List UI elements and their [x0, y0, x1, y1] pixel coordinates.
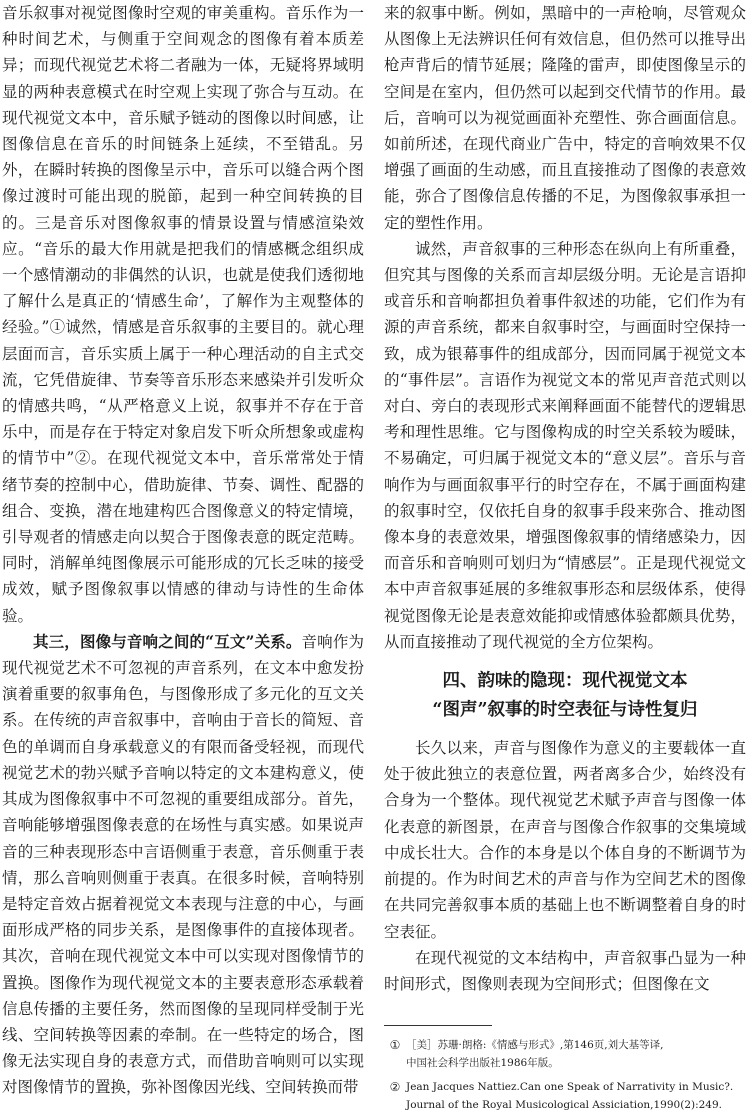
body-paragraph: 音乐叙事对视觉图像时空观的审美重构。音乐作为一种时间艺术，与侧重于空间观念的图像有着本质差异；而现代视觉艺术将二者融为一体，无疑将界域明显的两种表意模式在时空观上实现了弥合与互动。在现代视觉文本中，音乐赋予链动的图像以时间感，让图像信息在音乐的时间链条上延续，不至错乱。另外，在瞬时转换的图像呈示中，音乐可以缝合两个图像过渡时可能出现的脱節，起到一种空间转换的目的。三是音乐对图像叙事的情景设置与情感渲染效应。“音乐的最大作用就是把我们的情感概念组织成一个感情潮动的非偶然的认识，也就是使我们透彻地了解什么是真正的‘情感生命’，了解作为主观整体的经验。”①诚然，情感是音乐叙事的主要目的。就心理层面而言，音乐实质上属于一种心理活动的自主式交流，它凭借旋律、节奏等音乐形态来感染并引发听众的情感共鸣，“从严格意义上说，叙事并不存在于音乐中，而是存在于特定对象启发下听众所想象或虚构的情节中”②。在现代视觉文本中，音乐常常处于情绪节奏的控制中心，借助旋律、节奏、调性、配器的组合、变换，潜在地建构匹合图像意义的特定情境，引导观者的情感走向以契合于图像表意的既定范畴。同时，消解单纯图像展示可能形成的冗长乏味的接受成效，赋予图像叙事以情感的律动与诗性的生命体验。	[2, 4, 364, 625]
footnote-line: 中国社会科学出版社1986年版。	[406, 1057, 559, 1070]
body-paragraph: 在现代视觉的文本结构中，声音叙事凸显为一种时间形式，图像则表现为空间形式；但图像在文	[384, 948, 746, 993]
footnote-line: Jean Jacques Nattiez.Can one Speak of Narrativity in Music?.	[406, 1081, 734, 1094]
body-paragraph: 诚然，声音叙事的三种形态在纵向上有所重叠，但究其与图像的关系而言却层级分明。无论是言语抑或音乐和音响都担负着事件叙述的功能，它们作为有源的声音系统，都来自叙事时空，与画面时空保持一致，成为银幕事件的组成部分，因而同属于视觉文本的“事件层”。言语作为视觉文本的常见声音范式则以对白、旁白的表现形式来阐释画面不能替代的逻辑思考和理性思维。它与图像构成的时空关系较为暧昧，不易确定，可归属于视觉文本的“意义层”。音乐与音响作为与画面叙事平行的时空存在，不属于画面构建的叙事时空，仅依托自身的叙事手段来弥合、推动图像本身的表意效果，增强图像叙事的情绪感染力，因而音乐和音响则可划归为“情感层”。正是现代视觉文本中声音叙事延展的多维叙事形态和层级体系，使得视觉图像无论是表意效能抑或情感体验都颇具优势，从而直接推动了现代视觉的全方位架构。	[384, 239, 746, 651]
footnotes	[384, 1036, 746, 1114]
footnote-text	[406, 1036, 746, 1072]
body-paragraph: 来的叙事中断。例如，黑暗中的一声枪响，尽管观众从图像上无法辨识任何有效信息，但仍然可以推导出枪声背后的情节延展；隆隆的雷声，即使图像呈示的空间是在室内，但仍然可以起到交代情节的作用。最后，音响可以为视觉画面补充塑性、弥合画面信息。如前所述，在现代商业广告中，特定的音响效果不仅增强了画面的生动感，而且直接推动了图像的表意效能，弥合了图像信息传播的不足，为图像叙事承担一定的塑性作用。	[384, 4, 746, 232]
footnote-1	[384, 1036, 746, 1072]
body-paragraph: 长久以来，声音与图像作为意义的主要载体一直处于彼此独立的表意位置，两者离多合少，始终没有合身为一个整体。现代视觉艺术赋予声音与图像一体化表意的新图景，在声音与图像合作叙事的交集境域中成长壮大。合作的本身是以个体自身的不断调节为前提的。作为时间艺术的声音与作为空间艺术的图像在共同完善叙事本质的基础上也不断调整着自身的时空表征。	[384, 739, 746, 941]
footnote-divider	[384, 1025, 492, 1026]
right-column	[384, 0, 746, 1120]
footnote-text	[406, 1078, 746, 1114]
paragraph-lead: 其三，图像与音响之间的“互文”关系。	[33, 631, 302, 651]
left-column	[2, 0, 364, 1101]
section-heading	[384, 667, 746, 725]
footnote-line: Journal of the Royal Musicological Assiciation,1990(2):249.	[406, 1099, 723, 1112]
paragraph-text: 音响作为现代视觉艺术不可忽视的声音系列，在文本中愈发扮演着重要的叙事角色，与图像形成了多元化的互文关系。在传统的声音叙事中，音响由于音长的简短、音色的单调而自身承载意义的有限而备受轻视，而现代视觉艺术的勃兴赋予音响以特定的文本建构意义，使其成为图像叙事中不可忽视的重要组成部分。首先，音响能够增强图像表意的在场性与真实感。如果说声音的三种表现形态中言语侧重于表意，音乐侧重于表情，那么音响则侧重于表真。在很多时候，音响特别是特定音效占据着视觉文本表现与注意的中心，与画面形成严格的同步关系，是图像事件的直接体现者。其次，音响在现代视觉文本中可以实现对图像情节的置换。图像作为现代视觉文本的主要表意形态承载着信息传播的主要任务，然而图像的呈现同样受制于光线、空间转换等因素的牵制。在一些特定的场合，图像无法实现自身的表意方式，而借助音响则可以实现对图像情节的置换，弥补图像因光线、空间转换而带	[2, 632, 364, 1097]
footnote-marker: ①	[389, 1038, 401, 1053]
body-paragraph-with-lead	[2, 629, 364, 1101]
section-heading-line: 四、韵味的隐现：现代视觉文本	[442, 671, 688, 692]
footnote-2	[384, 1078, 746, 1114]
section-heading-line: “图声”叙事的时空表征与诗性复归	[432, 700, 698, 721]
footnote-marker: ②	[389, 1080, 401, 1095]
footnote-line: ［美］苏珊·朗格:《情感与形式》,第146页,刘大基等译,	[406, 1039, 664, 1052]
